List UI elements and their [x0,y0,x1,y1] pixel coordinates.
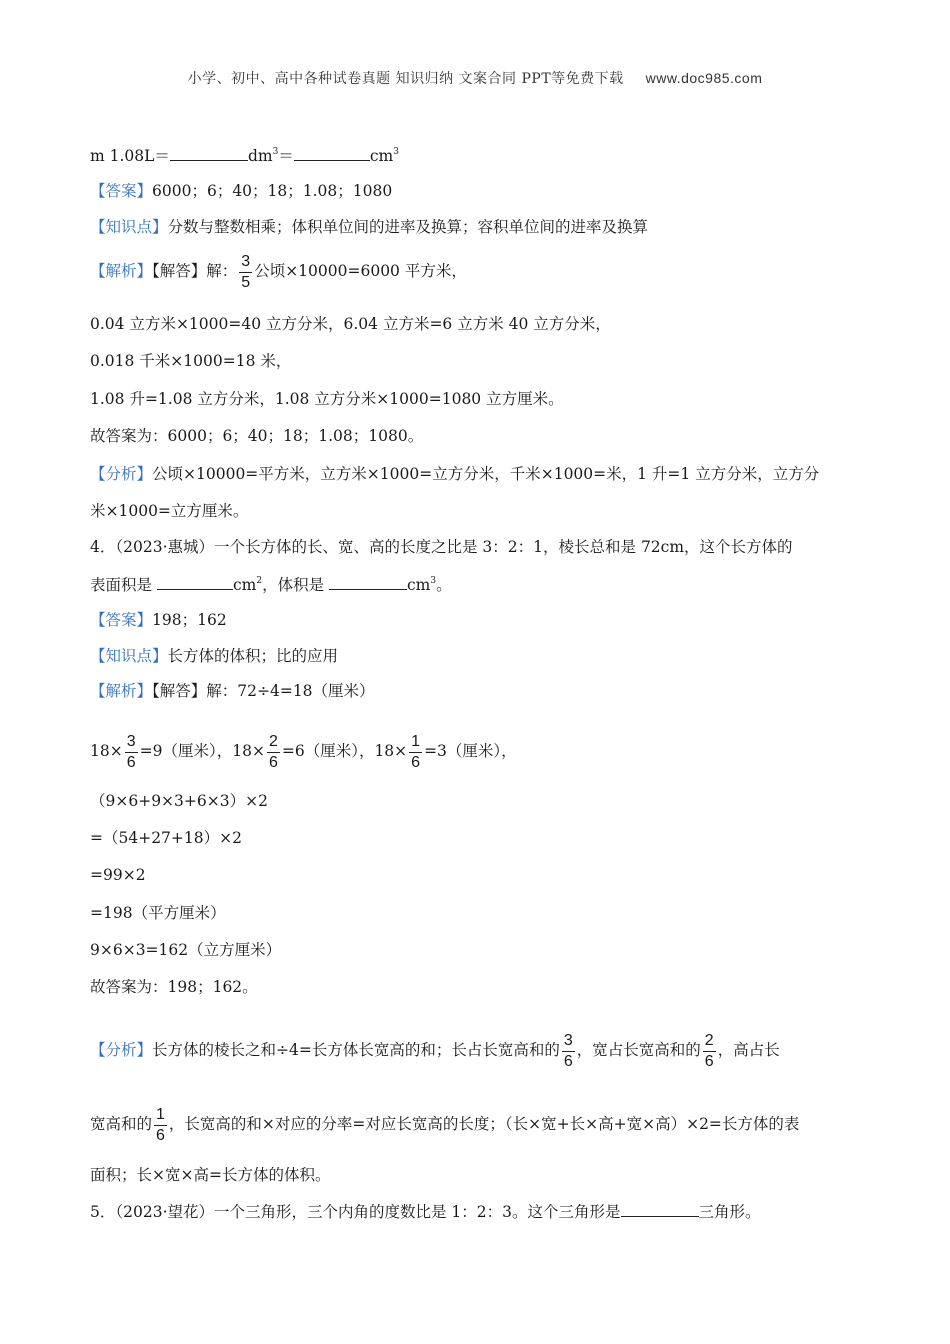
fraction: $\frac{3}{5}$ [241,252,251,291]
q3-analysis-line3: 0.018 千米×1000=18 米， [90,352,292,370]
q4-calc-line4: =198（平方厘米） [90,904,226,922]
q4-analysis-head: 【解析】【解答】解：72÷4=18（厘米） [90,682,375,700]
q4-calc-line1: （9×6+9×3+6×3）×2 [90,792,268,810]
q3-analysis-line2: 0.04 立方米×1000=40 立方分米，6.04 立方米=6 立方米 40 立方分米， [90,315,611,333]
q4-analysis-fractions: 18× $\frac{3}{6}$ =9（厘米），18× $\frac{2}{6}$ =6（厘米），18× $\frac{1}{6}$ =3（厘米）， [90,732,517,771]
q3-fenxi-line1: 【分析】公顷×10000=平方米，立方米×1000=立方分米，千米×1000=米，1 升=1 立方分米，立方分 [90,465,820,483]
q4-fenxi-line3: 面积；长×宽×高=长方体的体积。 [90,1166,331,1184]
fraction: $\frac{2}{6}$ [704,1031,714,1070]
fraction: $\frac{1}{6}$ [156,1105,165,1144]
q4-stem-line1: 4．（2023·惠城）一个长方体的长、宽、高的长度之比是 3：2：1，棱长总和是 72cm，这个长方体的 [90,538,793,556]
q4-fenxi-line2: 宽高和的 $\frac{1}{6}$ ，长宽高的和×对应的分率=对应长宽高的长度；（长×宽+长×高+宽×高）×2=长方体的表 [90,1105,800,1144]
q4-calc-line5: 9×6×3=162（立方厘米） [90,941,282,959]
q4-fenxi-line1: 【分析】长方体的棱长之和÷4=长方体长宽高的和；长占长宽高和的 $\frac{3}{6}$ ，宽占长宽高和的 $\frac{2}{6}$ ，高占长 [90,1031,780,1070]
q4-calc-line3: =99×2 [90,866,146,884]
q3-fenxi-line2: 米×1000=立方厘米。 [90,502,249,520]
q3-analysis-line4: 1.08 升=1.08 立方分米，1.08 立方分米×1000=1080 立方厘米。 [90,390,564,408]
fraction: $\frac{2}{6}$ [268,732,278,771]
q3-analysis-line5: 故答案为：6000；6；40；18；1.08；1080。 [90,427,424,445]
q3-knowledge-point: 【知识点】分数与整数相乘；体积单位间的进率及换算；容积单位间的进率及换算 [90,218,649,236]
answer-blank [294,144,370,161]
q3-answer: 【答案】6000；6；40；18；1.08；1080 [90,182,393,200]
page-header [0,68,950,88]
q4-stem-line2: 表面积是 $cm^2$，体积是 $cm^3$。 [90,573,452,596]
q4-knowledge-point: 【知识点】长方体的体积；比的应用 [90,647,339,665]
q4-calc-line6: 故答案为：198；162。 [90,978,258,996]
fraction: $\frac{1}{6}$ [411,732,421,771]
fraction: $\frac{3}{6}$ [563,1031,573,1070]
header-site: www.doc985.com [645,70,763,86]
answer-blank [170,144,248,161]
q5-stem: 5．（2023·望花）一个三角形，三个内角的度数比是 1：2：3。这个三角形是 三角形。 [90,1200,761,1223]
q4-answer: 【答案】198；162 [90,611,227,629]
q3-continuation-line: m $1.08L= dm^3= cm^3$ [90,144,399,167]
answer-blank [621,1200,699,1217]
q4-calc-line2: =（54+27+18）×2 [90,829,242,847]
q3-analysis-line1: 【解析】【解答】解： $\frac{3}{5}$ 公顷×10000=6000 平方米， [90,252,467,291]
fraction: $\frac{3}{6}$ [126,732,136,771]
answer-blank [329,573,407,590]
answer-blank [157,573,233,590]
header-text: 小学、初中、高中各种试卷真题 知识归纳 文案合同 PPT等免费下载 [187,71,624,87]
